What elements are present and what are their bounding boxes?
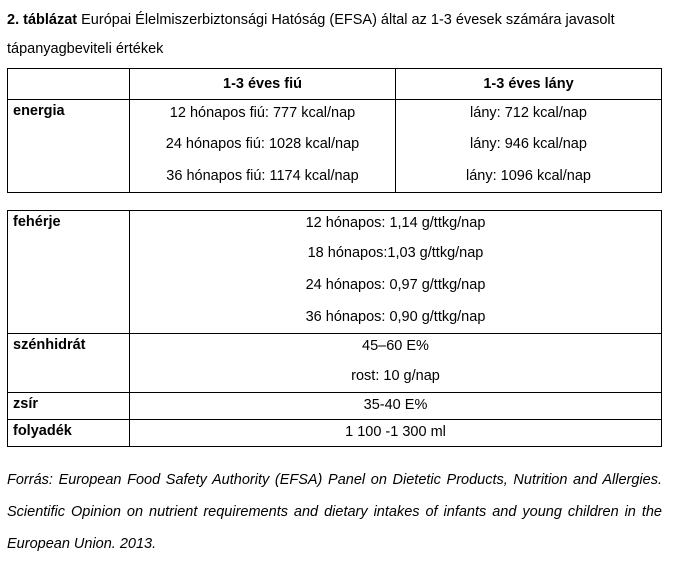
energy-boys-value: 36 hónapos fiú: 1174 kcal/nap [166,168,359,184]
energy-header-row [8,69,662,100]
fluid-value: 1 100 -1 300 ml [345,424,446,440]
table-row [8,211,662,334]
protein-value: 12 hónapos: 1,14 g/ttkg/nap [305,215,486,231]
protein-values [130,211,662,334]
fat-label: zsír [8,393,130,420]
header-boys: 1-3 éves fiú [130,69,396,100]
carbohydrate-value: 45–60 E% [362,338,429,354]
protein-value: 18 hónapos:1,03 g/ttkg/nap [307,245,484,261]
carbohydrate-values [130,334,662,393]
table-caption [7,6,667,64]
energy-row [8,100,662,193]
table-row [8,420,662,447]
energy-girls-value: lány: 946 kcal/nap [470,136,587,152]
energy-table [7,68,662,193]
fat-values [130,393,662,420]
header-empty [8,69,130,100]
caption-text: Európai Élelmiszerbiztonsági Hatóság (EFSA) által az 1-3 évesek számára javasolt tápanyagbeviteli értékek [7,12,615,57]
energy-label: energia [8,100,130,193]
energy-girls-value: lány: 712 kcal/nap [470,105,587,121]
fluid-values [130,420,662,447]
energy-boys-value: 12 hónapos fiú: 777 kcal/nap [169,105,356,121]
source-note: Forrás: European Food Safety Authority (EFSA) Panel on Dietetic Products, Nutrition and Allergies. Scientific Opinion on nutrient requirements and dietary intakes of infants and young children in the European Union. 2013. [7,472,662,552]
table-row [8,393,662,420]
fluid-label: folyadék [8,420,130,447]
energy-boys-value: 24 hónapos fiú: 1028 kcal/nap [165,136,360,152]
fat-value: 35-40 E% [363,397,428,413]
energy-girls-cell [396,100,662,193]
energy-girls-value: lány: 1096 kcal/nap [466,168,591,184]
header-girls: 1-3 éves lány [396,69,662,100]
caption-label: 2. táblázat [7,12,78,28]
fiber-value: rost: 10 g/nap [351,368,440,384]
protein-value: 36 hónapos: 0,90 g/ttkg/nap [305,309,486,325]
nutrient-table [7,210,662,447]
protein-label: fehérje [8,211,130,334]
protein-value: 24 hónapos: 0,97 g/ttkg/nap [305,277,486,293]
carbohydrate-label: szénhidrát [8,334,130,393]
energy-boys-cell [130,100,396,193]
table-row [8,334,662,393]
